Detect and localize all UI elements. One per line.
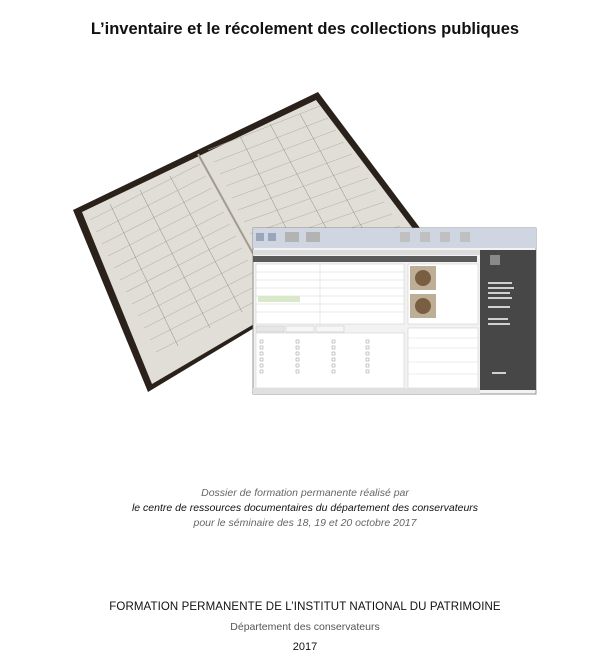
caption-line-1: Dossier de formation permanente réalisé par [201, 487, 409, 499]
publisher-footer [0, 597, 610, 657]
caption-line-2: le centre de ressources documentaires du département des conservateurs [131, 502, 479, 514]
caption-line-3: pour le séminaire des 18, 19 et 20 octobre 2017 [193, 517, 417, 529]
dossier-caption [0, 486, 610, 531]
cover-illustration [70, 92, 540, 408]
organization-name: FORMATION PERMANENTE DE L’INSTITUT NATIONAL DU PATRIMOINE [109, 601, 501, 613]
page-title: L’inventaire et le récolement des collections publiques [90, 20, 520, 38]
publication-year: 2017 [292, 641, 318, 653]
software-window-screenshot [253, 228, 536, 394]
department-name: Département des conservateurs [230, 621, 380, 633]
